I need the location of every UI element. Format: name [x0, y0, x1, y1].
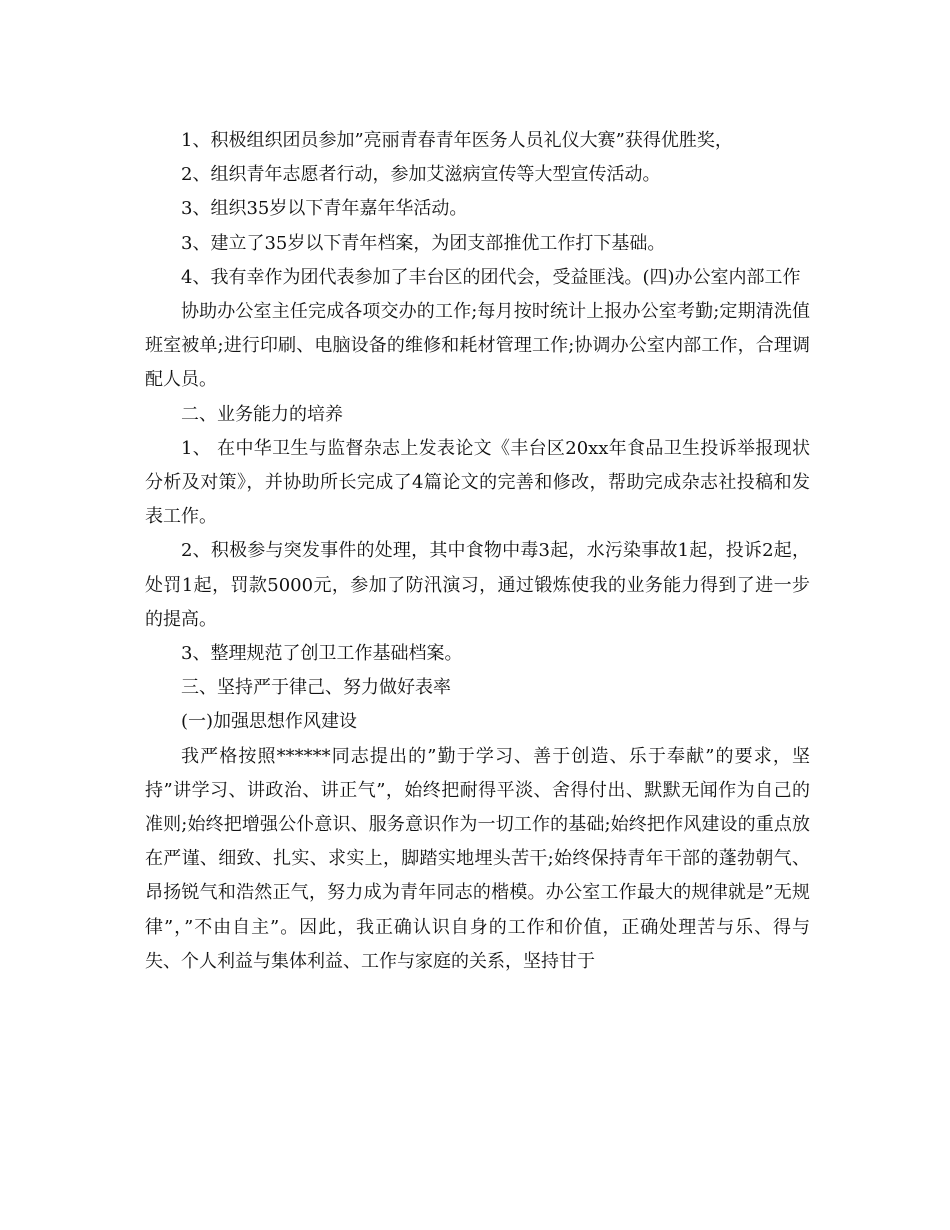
paragraph: 协助办公室主任完成各项交办的工作;每月按时统计上报办公室考勤;定期清洗值班室被单;进行印刷、电脑设备的维修和耗材管理工作;协调办公室内部工作，合理调配人员。 — [145, 301, 810, 391]
paragraph: 2、积极参与突发事件的处理，其中食物中毒3起，水污染事故1起，投诉2起，处罚1起，罚款5000元，参加了防汛演习，通过锻炼使我的业务能力得到了进一步的提高。 — [145, 540, 810, 630]
paragraph: 2、组织青年志愿者行动，参加艾滋病宣传等大型宣传活动。 — [181, 164, 661, 186]
paragraph: 3、建立了35岁以下青年档案，为团支部推优工作打下基础。 — [181, 232, 666, 254]
paragraph: 我严格按照******同志提出的”勤于学习、善于创造、乐于奉献”的要求，坚持”讲学习、讲政治、讲正气”，始终把耐得平淡、舍得付出、默默无闻作为自己的准则;始终把增强公仆意识、服务意识作为一切工作的基础;始终把作风建设的重点放在严谨、细致、扎实、求实上，脚踏实地埋头苦干;始终保持青年干部的蓬勃朝气、昂扬锐气和浩然正气，努力成为青年同志的楷模。办公室工作最大的规律就是”无规律”，”不由自主”。因此，我正确认识自身的工作和价值，正确处理苦与乐、得与失、个人利益与集体利益、工作与家庭的关系，坚持甘于 — [145, 745, 810, 972]
paragraph: 3、组织35岁以下青年嘉年华活动。 — [181, 198, 468, 220]
section-heading: 三、坚持严于律己、努力做好表率 — [181, 677, 451, 699]
paragraph: 4、我有幸作为团代表参加了丰台区的团代会，受益匪浅。(四)办公室内部工作 — [181, 266, 801, 288]
section-heading: 二、业务能力的培养 — [181, 403, 343, 425]
paragraph: 1、 在中华卫生与监督杂志上发表论文《丰台区20xx年食品卫生投诉举报现状分析及对策》，并协助所长完成了4篇论文的完善和修改，帮助完成杂志社投稿和发表工作。 — [145, 437, 810, 528]
paragraph: 1、积极组织团员参加”亮丽青春青年医务人员礼仪大赛”获得优胜奖， — [181, 130, 733, 151]
subsection-heading: (一)加强思想作风建设 — [181, 711, 358, 733]
paragraph: 3、整理规范了创卫工作基础档案。 — [181, 643, 463, 665]
document-body — [145, 124, 810, 979]
